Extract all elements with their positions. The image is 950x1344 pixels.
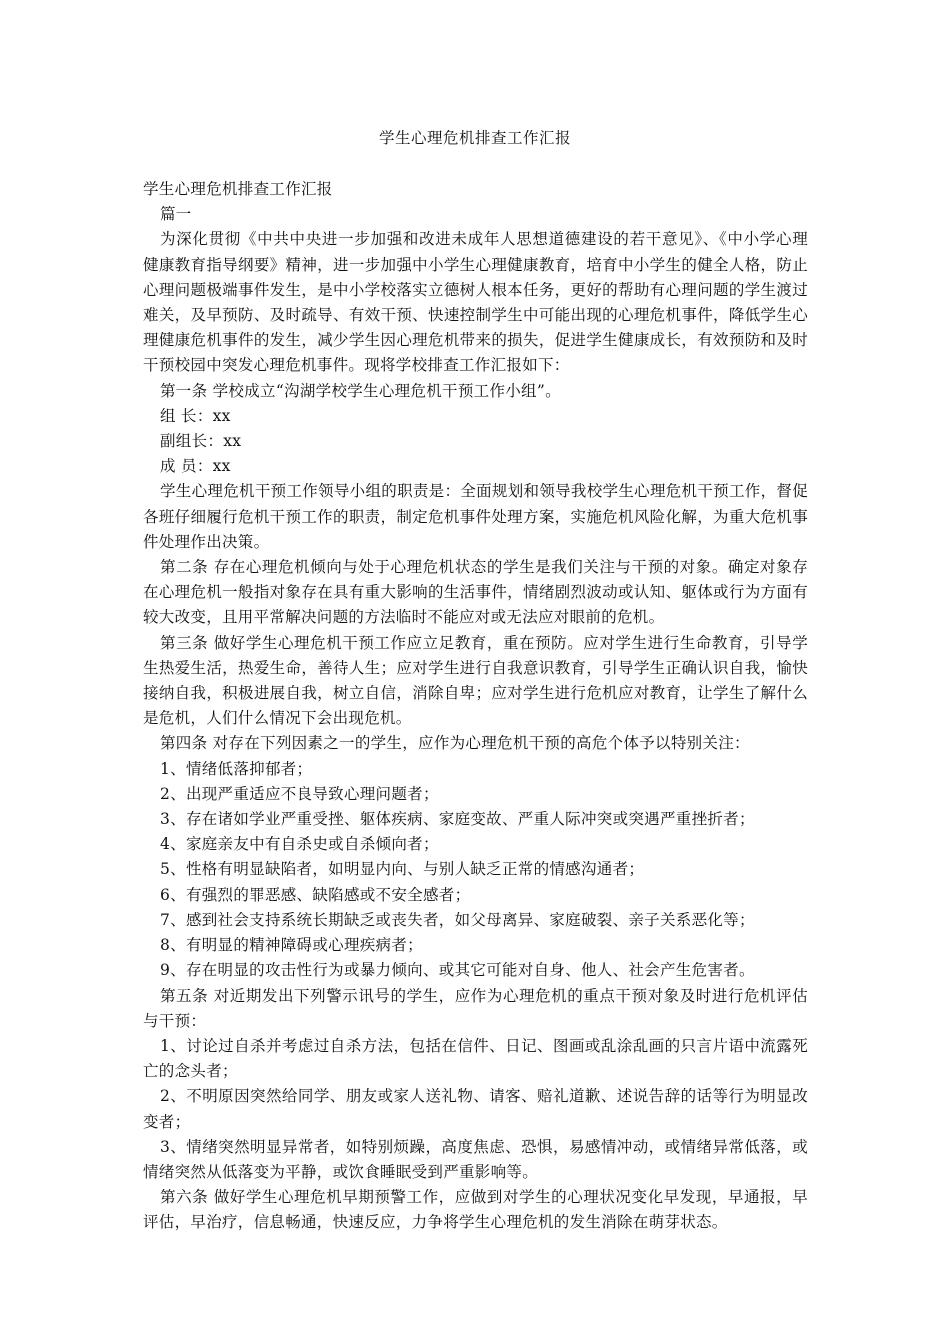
paragraph: 副组长：xx — [160, 432, 242, 451]
paragraph: 第四条 对存在下列因素之一的学生，应作为心理危机干预的高危个体予以特别关注： — [160, 734, 750, 753]
paragraph: 1、情绪低落抑郁者； — [160, 759, 313, 778]
paragraph: 学生心理危机排查工作汇报 — [143, 180, 333, 198]
paragraph: 3、存在诸如学业严重受挫、躯体疾病、家庭变故、严重人际冲突或突遇严重挫折者； — [160, 810, 755, 829]
paragraph: 8、有明显的精神障碍或心理疾病者； — [160, 936, 423, 955]
paragraph: 第六条 做好学生心理危机早期预警工作，应做到对学生的心理状况变化早发现，早通报，早评估，早治疗，信息畅通，快速反应，力争将学生心理危机的发生消除在萌芽状态。 — [143, 1188, 808, 1232]
paragraph: 第五条 对近期发出下列警示讯号的学生，应作为心理危机的重点干预对象及时进行危机评估与干预： — [143, 986, 808, 1030]
paragraph: 1、讨论过自杀并考虑过自杀方法，包括在信件、日记、图画或乱涂乱画的只言片语中流露死亡的念头者； — [143, 1036, 808, 1081]
paragraph: 2、不明原因突然给同学、朋友或家人送礼物、请客、赔礼道歉、述说告辞的话等行为明显改变者； — [143, 1087, 808, 1131]
paragraph: 7、感到社会支持系统长期缺乏或丧失者，如父母离异、家庭破裂、亲子关系恶化等； — [160, 910, 755, 929]
paragraph: 成 员：xx — [160, 457, 231, 476]
paragraph: 2、出现严重适应不良导致心理问题者； — [160, 784, 439, 803]
document-body — [143, 177, 808, 1236]
paragraph: 第一条 学校成立“沟湖学校学生心理危机干预工作小组”。 — [160, 381, 561, 400]
paragraph: 9、存在明显的攻击性行为或暴力倾向、或其它可能对自身、他人、社会产生危害者。 — [160, 961, 755, 980]
paragraph: 5、性格有明显缺陷者，如明显内向、与别人缺乏正常的情感沟通者； — [160, 860, 645, 879]
paragraph: 组 长：xx — [160, 406, 231, 425]
paragraph: 第三条 做好学生心理危机干预工作应立足教育，重在预防。应对学生进行生命教育，引导学生热爱生活，热爱生命，善待人生；应对学生进行自我意识教育，引导学生正确认识自我，愉快接纳自我，积极进展自我，树立自信，消除自卑；应对学生进行危机应对教育，让学生了解什么是危机，人们什么情况下会出现危机。 — [143, 633, 808, 728]
paragraph: 4、家庭亲友中有自杀史或自杀倾向者； — [160, 835, 439, 854]
document-title: 学生心理危机排查工作汇报 — [378, 129, 571, 147]
paragraph: 篇一 — [160, 205, 192, 224]
paragraph: 第二条 存在心理危机倾向与处于心理危机状态的学生是我们关注与干预的对象。确定对象存在心理危机一般指对象存在具有重大影响的生活事件，情绪剧烈波动或认知、躯体或行为方面有较大改变，且用平常解决问题的方法临时不能应对或无法应对眼前的危机。 — [143, 558, 808, 627]
paragraph: 为深化贯彻《中共中央进一步加强和改进未成年人思想道德建设的若干意见》、《中小学心理健康教育指导纲要》精神，进一步加强中小学生心理健康教育，培育中小学生的健全人格，防止心理问题极端事件发生，是中小学校落实立德树人根本任务，更好的帮助有心理问题的学生渡过难关，及早预防、及时疏导、有效干预、快速控制学生中可能出现的心理危机事件，降低学生心理健康危机事件的发生，减少学生因心理危机带来的损失，促进学生健康成长，有效预防和及时干预校园中突发心理危机事件。现将学校排查工作汇报如下： — [143, 230, 808, 375]
paragraph: 3、情绪突然明显异常者，如特别烦躁，高度焦虑、恐惧，易感情冲动，或情绪异常低落，或情绪突然从低落变为平静，或饮食睡眠受到严重影响等。 — [143, 1137, 808, 1181]
paragraph: 6、有强烈的罪恶感、缺陷感或不安全感者； — [160, 885, 471, 904]
paragraph: 学生心理危机干预工作领导小组的职责是：全面规划和领导我校学生心理危机干预工作，督促各班仔细履行危机干预工作的职责，制定危机事件处理方案，实施危机风险化解，为重大危机事件处理作出决策。 — [143, 482, 808, 551]
